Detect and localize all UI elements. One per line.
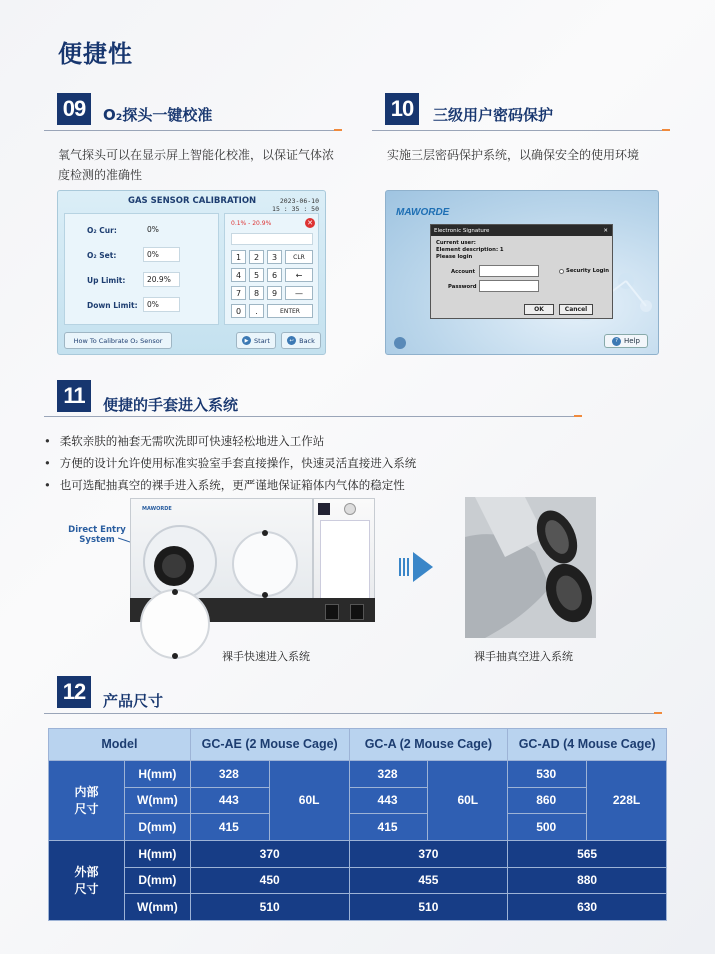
- back-button[interactable]: [281, 332, 321, 349]
- section-number-11: 11: [57, 380, 91, 412]
- key-6[interactable]: 6: [267, 268, 282, 282]
- dim-label: H(mm): [124, 840, 190, 867]
- maworde-logo: MAWORDE: [396, 207, 450, 218]
- o2-cur-value: 0%: [147, 225, 159, 234]
- o2-cur-label: O₂ Cur:: [87, 226, 117, 235]
- section-rule: [44, 713, 654, 714]
- table-cell: 530: [508, 760, 587, 787]
- table-cell: 565: [508, 840, 667, 867]
- dim-label: W(mm): [124, 787, 190, 814]
- glove-photo-drawing: [465, 497, 596, 638]
- list-item: • 方便的设计允许使用标准实验室手套直接操作，快速灵活直接进入系统: [44, 452, 416, 474]
- back-icon: ↩: [287, 336, 296, 345]
- key-9[interactable]: 9: [267, 286, 282, 300]
- calibration-time: 15 : 35 : 50: [272, 205, 319, 213]
- volume-gc-a: 60L: [428, 760, 508, 840]
- start-button[interactable]: [236, 332, 276, 349]
- keypad-panel: [224, 213, 319, 325]
- caption-right: 裸手抽真空进入系统: [474, 650, 573, 663]
- section-rule: [372, 130, 662, 131]
- header-model: Model: [49, 729, 191, 761]
- key-minus[interactable]: —: [285, 286, 313, 300]
- antechamber-door: [320, 520, 370, 600]
- section-number-12: 12: [57, 676, 91, 708]
- table-row: [49, 894, 667, 921]
- dim-label: H(mm): [124, 760, 190, 787]
- start-label: Start: [254, 336, 270, 345]
- table-row: [49, 760, 667, 787]
- outer-dims-label: 外部尺寸: [49, 840, 125, 920]
- table-cell: 500: [508, 814, 587, 841]
- please-login: Please login: [436, 254, 473, 260]
- section-rule-accent: [334, 129, 342, 131]
- close-icon[interactable]: ✕: [603, 227, 608, 234]
- inner-dims-label: 内部尺寸: [49, 760, 125, 840]
- calibration-title: GAS SENSOR CALIBRATION: [128, 196, 257, 206]
- table-cell: 880: [508, 867, 667, 894]
- key-4[interactable]: 4: [231, 268, 246, 282]
- section-desc-10: 实施三层密码保护系统，以确保安全的使用环境: [387, 148, 640, 162]
- key-7[interactable]: 7: [231, 286, 246, 300]
- key-3[interactable]: 3: [267, 250, 282, 264]
- signature-screen: [385, 190, 659, 355]
- table-cell: 443: [190, 787, 269, 814]
- arrow-bars: [399, 558, 409, 576]
- key-backspace[interactable]: ←: [285, 268, 313, 282]
- section-rule-accent: [662, 129, 670, 131]
- section-title-09: O₂探头一键校准: [103, 106, 213, 124]
- header-gc-ae: GC-AE (2 Mouse Cage): [190, 729, 349, 761]
- control-display: [318, 503, 330, 515]
- play-icon: ▶: [242, 336, 251, 345]
- arrow-right-icon: [413, 552, 433, 582]
- up-limit-field[interactable]: 20.9%: [143, 272, 180, 287]
- table-cell: 415: [190, 814, 269, 841]
- section-rule: [44, 130, 334, 131]
- dimension-table: [48, 728, 667, 921]
- calibration-screen: [57, 190, 326, 355]
- keypad-display: [231, 233, 313, 245]
- section-title-12: 产品尺寸: [103, 692, 164, 710]
- table-row: [49, 867, 667, 894]
- down-limit-label: Down Limit:: [87, 301, 138, 310]
- list-item: • 柔软亲肤的袖套无需吹洗即可快速轻松地进入工作站: [44, 430, 416, 452]
- header-gc-a: GC-A (2 Mouse Cage): [349, 729, 508, 761]
- key-dot[interactable]: .: [249, 304, 264, 318]
- header-gc-ad: GC-AD (4 Mouse Cage): [508, 729, 667, 761]
- calibration-datetime: [272, 197, 319, 213]
- help-icon: ?: [612, 337, 621, 346]
- up-limit-label: Up Limit:: [87, 276, 126, 285]
- down-limit-field[interactable]: 0%: [143, 297, 180, 312]
- key-enter[interactable]: ENTER: [267, 304, 313, 318]
- password-label: Password: [448, 284, 477, 290]
- help-label: Help: [624, 337, 640, 345]
- key-0[interactable]: 0: [231, 304, 246, 318]
- calibration-fields: [64, 213, 219, 325]
- element-description: Element description: 1: [436, 247, 504, 253]
- table-row: [49, 814, 667, 841]
- security-login-radio[interactable]: [559, 269, 564, 274]
- volume-gc-ad: 228L: [587, 760, 667, 840]
- wifi-icon: [394, 337, 406, 349]
- electronic-signature-dialog: [430, 224, 613, 319]
- key-5[interactable]: 5: [249, 268, 264, 282]
- cancel-button[interactable]: Cancel: [559, 304, 593, 315]
- table-cell: 860: [508, 787, 587, 814]
- range-text: 0.1% - 20.9%: [231, 220, 272, 227]
- volume-gc-ae: 60L: [269, 760, 349, 840]
- table-cell: 370: [349, 840, 508, 867]
- o2-set-label: O₂ Set:: [87, 251, 117, 260]
- how-to-calibrate-button[interactable]: [64, 332, 172, 349]
- feature-list: [44, 430, 416, 496]
- table-cell: 510: [349, 894, 508, 921]
- section-desc-09: 氧气探头可以在显示屏上智能化校准，以保证气体浓度检测的准确性: [58, 148, 335, 182]
- gauge-icon: [344, 503, 356, 515]
- table-cell: 443: [349, 787, 428, 814]
- account-input[interactable]: [479, 265, 539, 277]
- caption-left: 裸手快速进入系统: [222, 650, 310, 663]
- foot-right: [350, 604, 364, 620]
- section-rule-accent: [574, 415, 582, 417]
- dim-label: W(mm): [124, 894, 190, 921]
- security-login-label: Security Login: [566, 268, 609, 274]
- key-8[interactable]: 8: [249, 286, 264, 300]
- account-label: Account: [451, 269, 476, 275]
- current-user: Current user:: [436, 240, 476, 246]
- dim-label: D(mm): [124, 814, 190, 841]
- section-rule-accent: [654, 712, 662, 714]
- password-input[interactable]: [479, 280, 539, 292]
- help-button[interactable]: [604, 334, 648, 348]
- direct-entry-label: Direct Entry System: [68, 525, 126, 545]
- table-cell: 510: [190, 894, 349, 921]
- section-number-10: 10: [385, 93, 419, 125]
- table-cell: 370: [190, 840, 349, 867]
- foot-left: [325, 604, 339, 620]
- table-cell: 630: [508, 894, 667, 921]
- calibration-date: 2023-06-10: [279, 197, 319, 205]
- dim-label: D(mm): [124, 867, 190, 894]
- back-label: Back: [299, 336, 315, 345]
- table-cell: 415: [349, 814, 428, 841]
- o2-set-field[interactable]: 0%: [143, 247, 180, 262]
- table-cell: 328: [349, 760, 428, 787]
- page-title: 便捷性: [58, 40, 133, 68]
- section-number-09: 09: [57, 93, 91, 125]
- key-2[interactable]: 2: [249, 250, 264, 264]
- table-cell: 455: [349, 867, 508, 894]
- glove-ports: [130, 520, 310, 665]
- table-cell: 328: [190, 760, 269, 787]
- dialog-title: Electronic Signature: [434, 227, 490, 234]
- ok-button[interactable]: OK: [524, 304, 554, 315]
- table-row: [49, 787, 667, 814]
- section-rule: [44, 416, 574, 417]
- list-item: • 也可选配抽真空的裸手进入系统，更严谨地保证箱体内气体的稳定性: [44, 474, 416, 496]
- how-to-calibrate-label: How To Calibrate O₂ Sensor: [73, 336, 163, 345]
- key-clr[interactable]: CLR: [285, 250, 313, 264]
- section-title-11: 便捷的手套进入系统: [103, 396, 239, 414]
- key-1[interactable]: 1: [231, 250, 246, 264]
- section-title-10: 三级用户密码保护: [433, 106, 554, 124]
- table-cell: 450: [190, 867, 349, 894]
- close-icon[interactable]: ✕: [305, 218, 315, 228]
- dialog-titlebar: [431, 225, 612, 236]
- table-row: [49, 840, 667, 867]
- glove-photo: [465, 497, 596, 638]
- glovebox-brand: MAWORDE: [142, 506, 172, 512]
